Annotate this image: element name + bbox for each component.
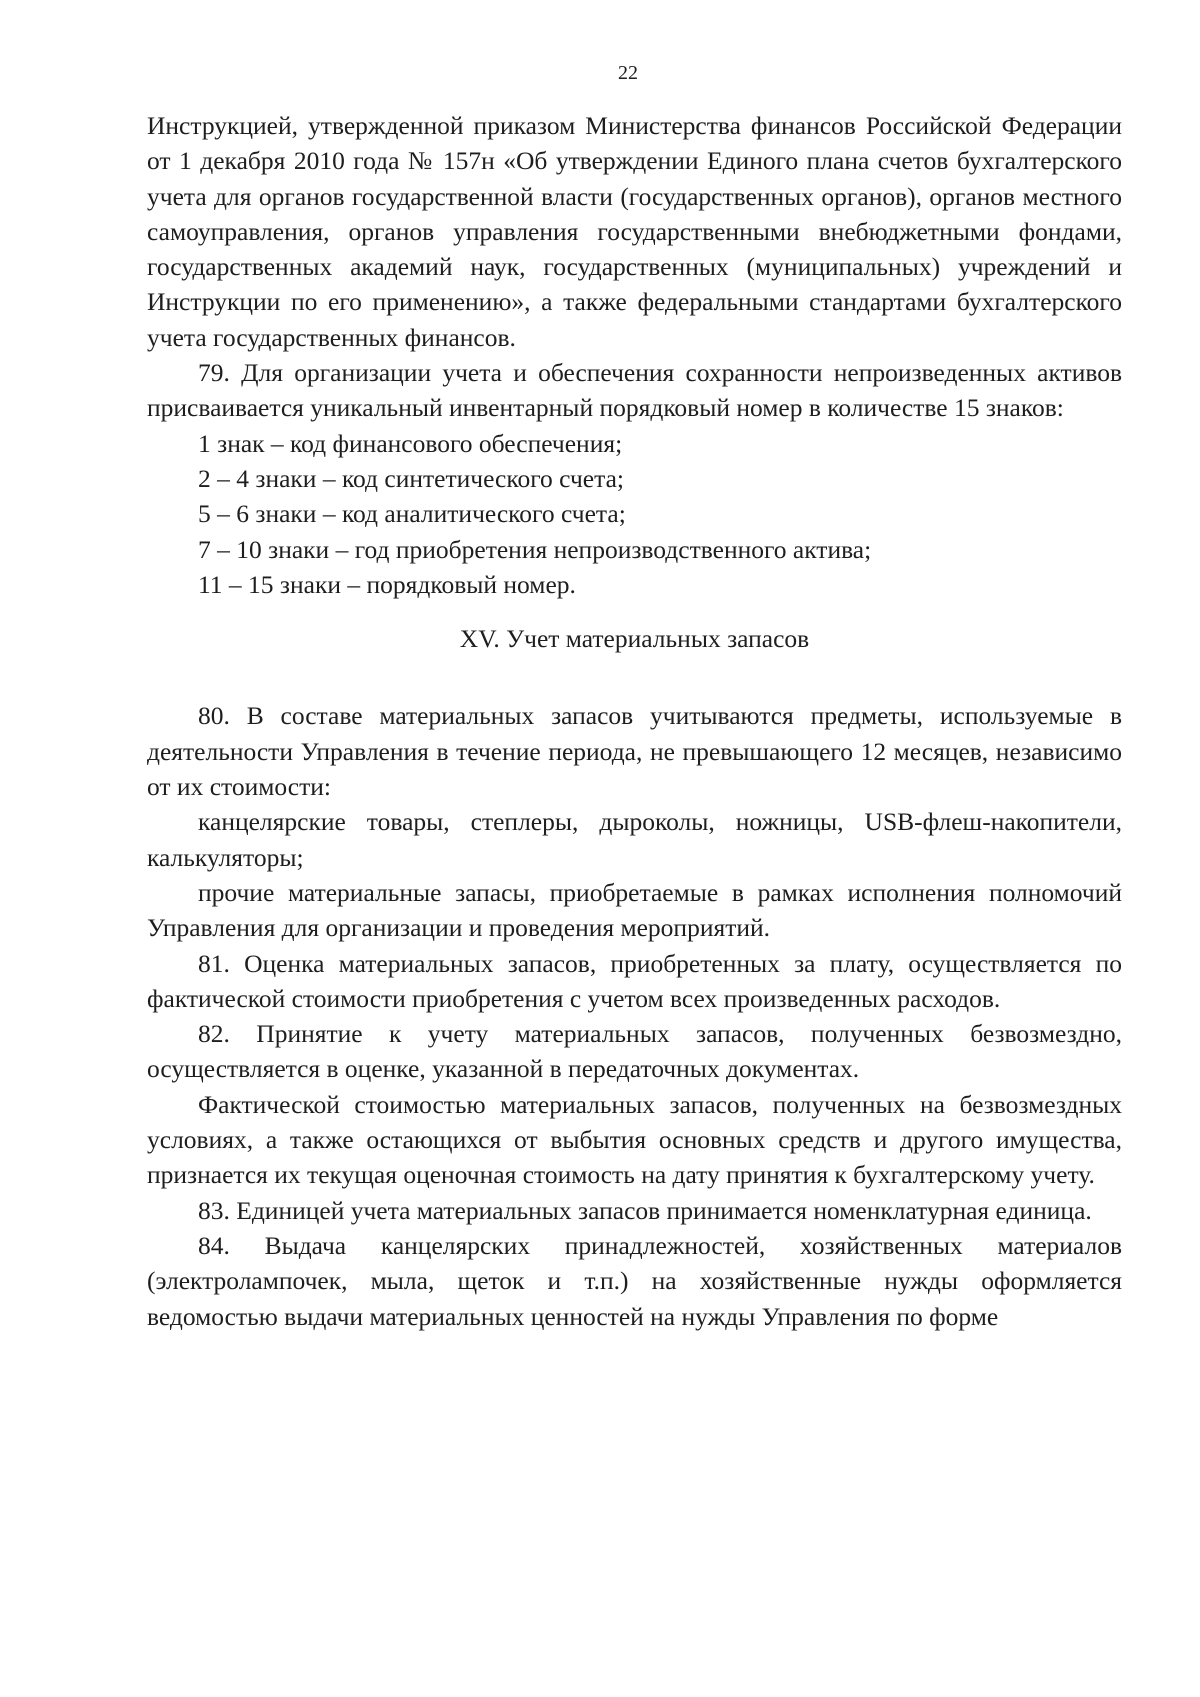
page-number: 22 xyxy=(618,62,638,84)
list-item: 5 – 6 знаки – код аналитического счета; xyxy=(198,499,626,529)
document-body xyxy=(147,108,1122,1334)
paragraph-79: 79. Для организации учета и обеспечения сохранности непроизведенных активов присваивается уникальный инвентарный порядковый номер в количестве 15 знаков: xyxy=(147,358,1122,423)
list-item: 11 – 15 знаки – порядковый номер. xyxy=(198,569,576,599)
paragraph-other-supplies: прочие материальные запасы, приобретаемые в рамках исполнения полномочий Управления для организации и проведения мероприятий. xyxy=(147,877,1122,943)
list-item: 1 знак – код финансового обеспечения; xyxy=(198,428,623,458)
inventory-number-list xyxy=(147,426,1122,602)
paragraph-81: 81. Оценка материальных запасов, приобретенных за плату, осуществляется по фактической стоимости приобретения с учетом всех произведенных расходов. xyxy=(147,948,1122,1013)
paragraph-actual-cost: Фактической стоимостью материальных запасов, полученных на безвозмездных условиях, а также остающихся от выбытия основных средств и другого имущества, признается их текущая оценочная стоимость на дату принятия к бухгалтерскому учету. xyxy=(147,1089,1122,1190)
list-item: 2 – 4 знаки – код синтетического счета; xyxy=(198,463,624,493)
paragraph-83: 83. Единицей учета материальных запасов принимается номенклатурная единица. xyxy=(198,1195,1092,1225)
paragraph-84: 84. Выдача канцелярских принадлежностей, хозяйственных материалов (электролампочек, мыла, щеток и т.п.) на хозяйственные нужды оформляется ведомостью выдачи материальных ценностей на нужды Управления по форме xyxy=(147,1230,1122,1331)
paragraph-continuation: Инструкцией, утвержденной приказом Министерства финансов Российской Федерации от 1 декабря 2010 года № 157н «Об утверждении Единого плана счетов бухгалтерского учета для органов государственной власти (государственных органов), органов местного самоуправления, органов управления государственными внебюджетными фондами, государственных академий наук, государственных (муниципальных) учреждений и Инструкции по его применению», а также федеральными стандартами бухгалтерского учета государственных финансов. xyxy=(147,111,1122,352)
paragraph-82: 82. Принятие к учету материальных запасов, полученных безвозмездно, осуществляется в оценке, указанной в передаточных документах. xyxy=(147,1019,1122,1084)
section-heading: XV. Учет материальных запасов xyxy=(459,624,810,654)
list-item: 7 – 10 знаки – год приобретения непроизводственного актива; xyxy=(198,534,872,564)
paragraph-80: 80. В составе материальных запасов учитываются предметы, используемые в деятельности Управления в течение периода, не превышающего 12 месяцев, независимо от их стоимости: xyxy=(147,701,1122,802)
paragraph-office-supplies: канцелярские товары, степлеры, дыроколы, ножницы, USB-флеш-накопители, калькуляторы; xyxy=(147,807,1122,872)
